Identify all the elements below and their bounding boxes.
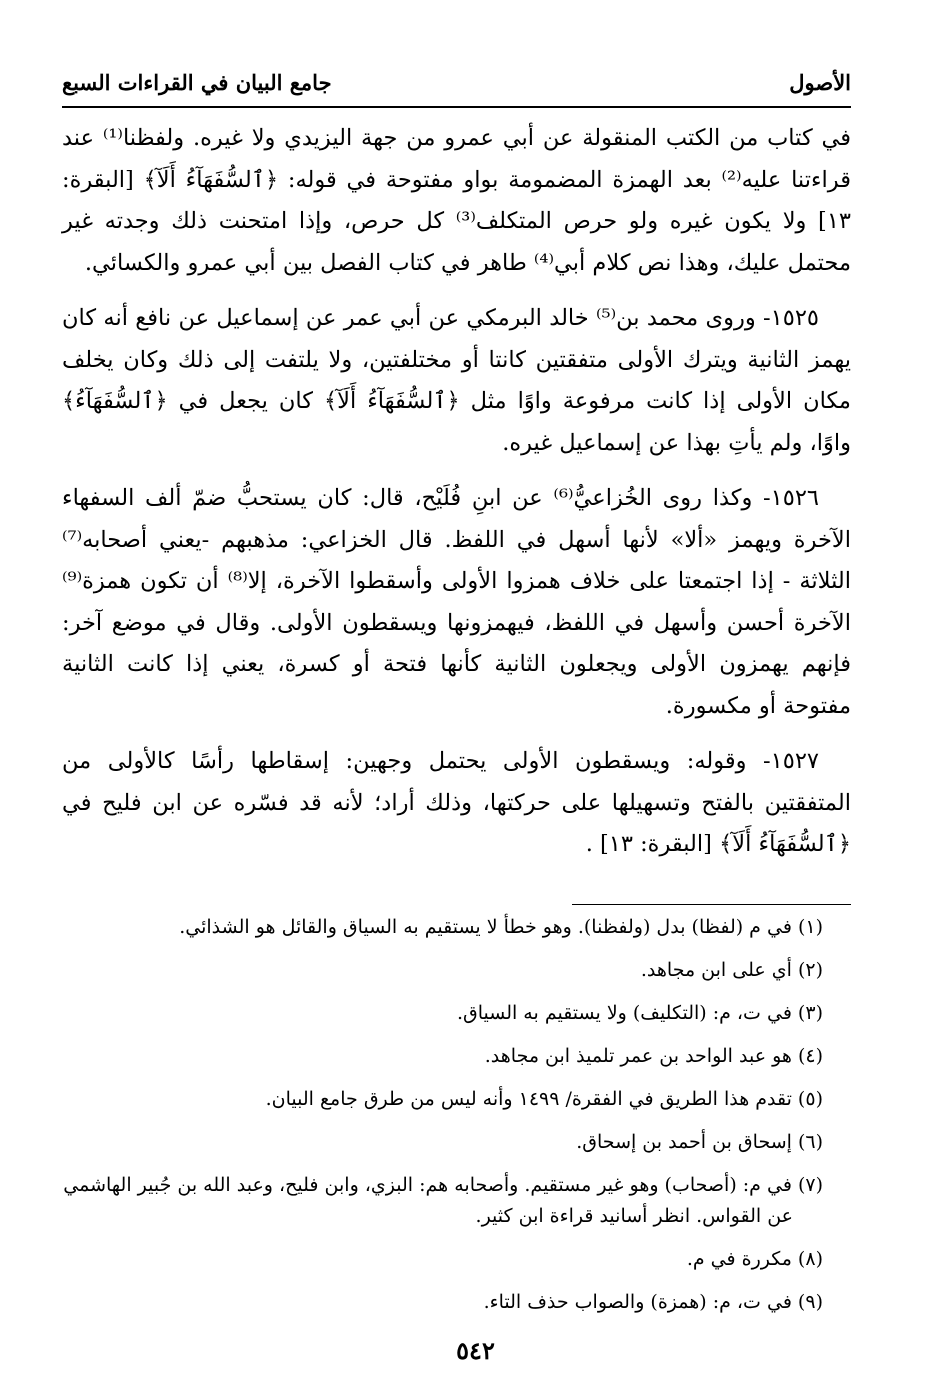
- paragraph: ١٥٢٧- وقوله: ويسقطون الأولى يحتمل وجهين: إسقاطها رأسًا كالأولى من المتفقتين بالفتح وتسهيلها على حركتها، وذلك أراد؛ لأنه قد فسّره عن ابن فليح في ﴿ٱلسُّفَهَآءُ أَلَآ﴾ [البقرة: ١٣] .: [62, 748, 851, 857]
- footnote: (٣) في ت، م: (التكليف) ولا يستقيم به السياق.: [456, 1002, 823, 1024]
- footnote: (٥) تقدم هذا الطريق في الفقرة/ ١٤٩٩ وأنه ليس من طرق جامع البيان.: [265, 1088, 823, 1110]
- page-number: ٥٤٢: [456, 1336, 495, 1365]
- header-divider: [62, 106, 851, 108]
- running-header: [62, 66, 851, 106]
- footnote: (٤) هو عبد الواحد بن عمر تلميذ ابن مجاهد.: [484, 1045, 823, 1067]
- footnote: (٩) في ت، م: (همزة) والصواب حذف التاء.: [483, 1291, 823, 1313]
- footnote-divider: [572, 904, 851, 905]
- main-text: [62, 118, 851, 880]
- section-title: الأصول: [789, 70, 851, 95]
- footnote: (٢) أي على ابن مجاهد.: [640, 959, 823, 981]
- footnote: (١) في م (لفظا) بدل (ولفظنا). وهو خطأ لا يستقيم به السياق والقائل هو الشذائي.: [179, 916, 823, 938]
- paragraph: ١٥٢٥- وروى محمد بن⁽⁵⁾ خالد البرمكي عن أبي عمر عن إسماعيل عن نافع أنه كان يهمز الثانية ويترك الأولى متفقتين كانتا أو مختلفتين، ولا يلتفت إلى ذلك وكان يخلف مكان الأولى إذا كانت مرفوعة واوًا مثل ﴿ٱلسُّفَهَآءُ أَلَآ﴾ كان يجعل في ﴿ٱلسُّفَهَآءُ﴾ واوًا، ولم يأتِ بهذا عن إسماعيل غيره.: [62, 305, 851, 456]
- footnotes: [62, 912, 823, 1330]
- footnote: (٧) في م: (أصحاب) وهو غير مستقيم. وأصحابه هم: البزي، وابن فليح، وعبد الله بن جُبير الهاشمي عن القواس. انظر أسانيد قراءة ابن كثير.: [63, 1174, 823, 1227]
- book-title: جامع البيان في القراءات السبع: [62, 70, 332, 95]
- paragraph: في كتاب من الكتب المنقولة عن أبي عمرو من جهة اليزيدي ولا غيره. ولفظنا⁽¹⁾ عند قراءتنا عليه⁽²⁾ بعد الهمزة المضمومة بواو مفتوحة في قوله: ﴿ٱلسُّفَهَآءُ أَلَآ﴾ [البقرة: ١٣] ولا يكون غيره ولو حرص المتكلف⁽³⁾ كل حرص، وإذا امتحنت ذلك وجدته غير محتمل عليك، وهذا نص كلام أبي⁽⁴⁾ طاهر في كتاب الفصل بين أبي عمرو والكسائي.: [62, 125, 851, 276]
- paragraph: ١٥٢٦- وكذا روى الخُزاعيُّ⁽⁶⁾ عن ابنِ فُلَيْح، قال: كان يستحبُّ ضمّ ألف السفهاء الآخرة ويهمز «ألا» لأنها أسهل في اللفظ. قال الخزاعي: مذهبهم -يعني أصحابه⁽⁷⁾ الثلاثة - إذا اجتمعتا على خلاف همزوا الأولى وأسقطوا الآخرة، إلا⁽⁸⁾ أن تكون همزة⁽⁹⁾ الآخرة أحسن وأسهل في اللفظ، فيهمزونها ويسقطون الأولى. وقال في موضع آخر: فإنهم يهمزون الأولى ويجعلون الثانية كأنها فتحة أو كسرة، يعني إذا كانت الثانية مفتوحة أو مكسورة.: [62, 485, 851, 719]
- footnote: (٨) مكررة في م.: [686, 1248, 823, 1270]
- footnote: (٦) إسحاق بن أحمد بن إسحاق.: [576, 1131, 823, 1153]
